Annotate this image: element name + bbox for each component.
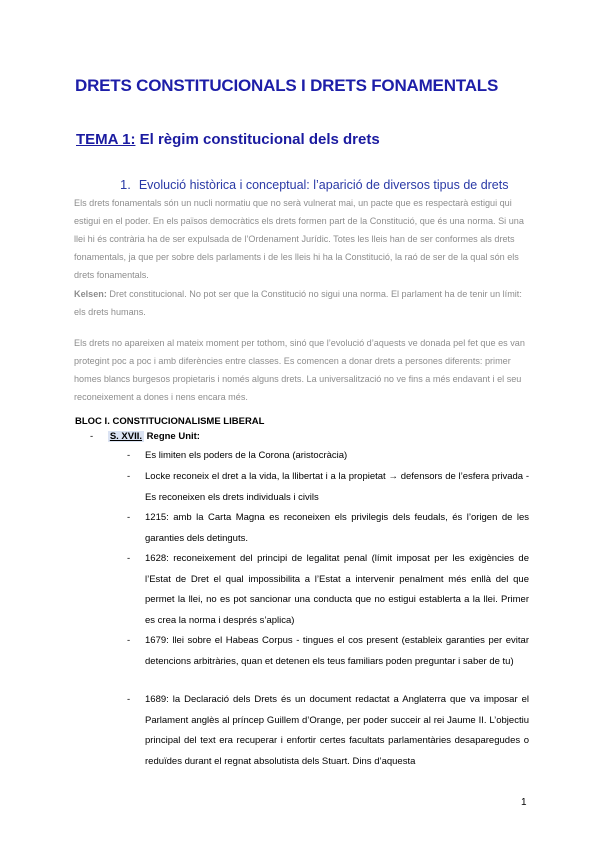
place-label: Regne Unit: bbox=[144, 431, 200, 442]
list-item bbox=[127, 446, 529, 467]
list-marker: - bbox=[127, 450, 131, 461]
list-item-text: 1689: la Declaració dels Drets és un document redactat a Anglaterra que va imposar el Parlament anglès al príncep Guillem d’Orange, per poder succeir al rei Jaume II. L’objectiu principal del text era recuperar i enfortir certes facultats parlamentàries desaparegudes o reduïdes durant el regnat absolutista dels Stuart. Dins d’aquesta bbox=[145, 694, 529, 767]
list-item-text: 1628: reconeixement del principi de legalitat penal (límit imposat per les exigències de l’Estat de Dret el qual impossibilita a l’Estat a intervenir penalment més enllà del que permet la llei, no es pot sancionar una conducta que no estigui establerta a la llei. Primer es crea la norma i després s’aplica) bbox=[145, 553, 529, 626]
list-item bbox=[127, 631, 529, 672]
list-marker: - bbox=[127, 553, 131, 564]
list-marker: - bbox=[127, 512, 131, 523]
century-label: S. XVII. bbox=[109, 431, 143, 442]
list-marker: - bbox=[127, 694, 131, 705]
kelsen-text: Dret constitucional. No pot ser que la Constitució no sigui una norma. El parlament ha de tenir un límit: els drets humans. bbox=[74, 289, 522, 317]
list-item bbox=[127, 549, 529, 631]
list-marker: - bbox=[127, 471, 131, 482]
kelsen-paragraph bbox=[74, 285, 529, 321]
bloc-heading: BLOC I. CONSTITUCIONALISME LIBERAL bbox=[75, 416, 265, 427]
tema-label: TEMA 1: bbox=[76, 131, 136, 148]
page-number: 1 bbox=[521, 797, 527, 808]
section-number: 1. bbox=[120, 177, 131, 192]
document-title: DRETS CONSTITUCIONALS I DRETS FONAMENTALS bbox=[75, 76, 499, 95]
tema-heading bbox=[76, 131, 380, 148]
list-item-text: 1215: amb la Carta Magna es reconeixen els privilegis dels feudals, és l’origen de les garanties dels detinguts. bbox=[145, 512, 529, 544]
list-item bbox=[127, 467, 529, 508]
list-item-text: Locke reconeix el dret a la vida, la llibertat i a la propietat → defensors de l’esfera privada - Es reconeixen els drets individuals i civils bbox=[145, 471, 529, 503]
intro-paragraph: Els drets fonamentals són un nucli normatiu que no serà vulnerat mai, un pacte que es respectarà estigui qui estigui en el poder. En els països democràtics els drets formen part de la Constitució, que és una norma. Si una llei hi és contrària ha de ser expulsada de l’Ordenament Jurídic. Totes les lleis han de ser conformes als drets fonamentals, ja que per sobre dels parlaments i de les lleis hi ha la Constitució, la raó de ser de la qual són els drets fonamentals. bbox=[74, 198, 524, 280]
evolution-paragraph: Els drets no apareixen al mateix moment per tothom, sinó que l’evolució d’aquests ve donada pel fet que es van protegint poc a poc i amb diferències entre classes. Es comencen a donar drets a persones diferents: primer homes blancs burgesos propietaris i només alguns drets. La universalització no ve fins a més endavant i el seu reconeixement a dones i nens encara més. bbox=[74, 338, 525, 402]
level1-item bbox=[90, 431, 200, 442]
list-item-text: 1679: llei sobre el Habeas Corpus - tingues el cos present (estableix garanties per evitar detencions arbitràries, quan et detenen els teus familiars poden preguntar i saber de tu) bbox=[145, 635, 529, 667]
section-text: Evolució històrica i conceptual: l’aparició de diversos tipus de drets bbox=[138, 178, 509, 192]
century-highlight bbox=[108, 431, 144, 442]
kelsen-label: Kelsen: bbox=[74, 289, 107, 299]
list-marker: - bbox=[127, 635, 131, 646]
list-marker: - bbox=[90, 431, 94, 442]
tema-text: El règim constitucional dels drets bbox=[135, 131, 380, 148]
section-heading bbox=[120, 177, 508, 192]
list-item bbox=[127, 690, 529, 772]
list-item bbox=[127, 508, 529, 549]
list-item-text: Es limiten els poders de la Corona (aristocràcia) bbox=[145, 450, 348, 461]
